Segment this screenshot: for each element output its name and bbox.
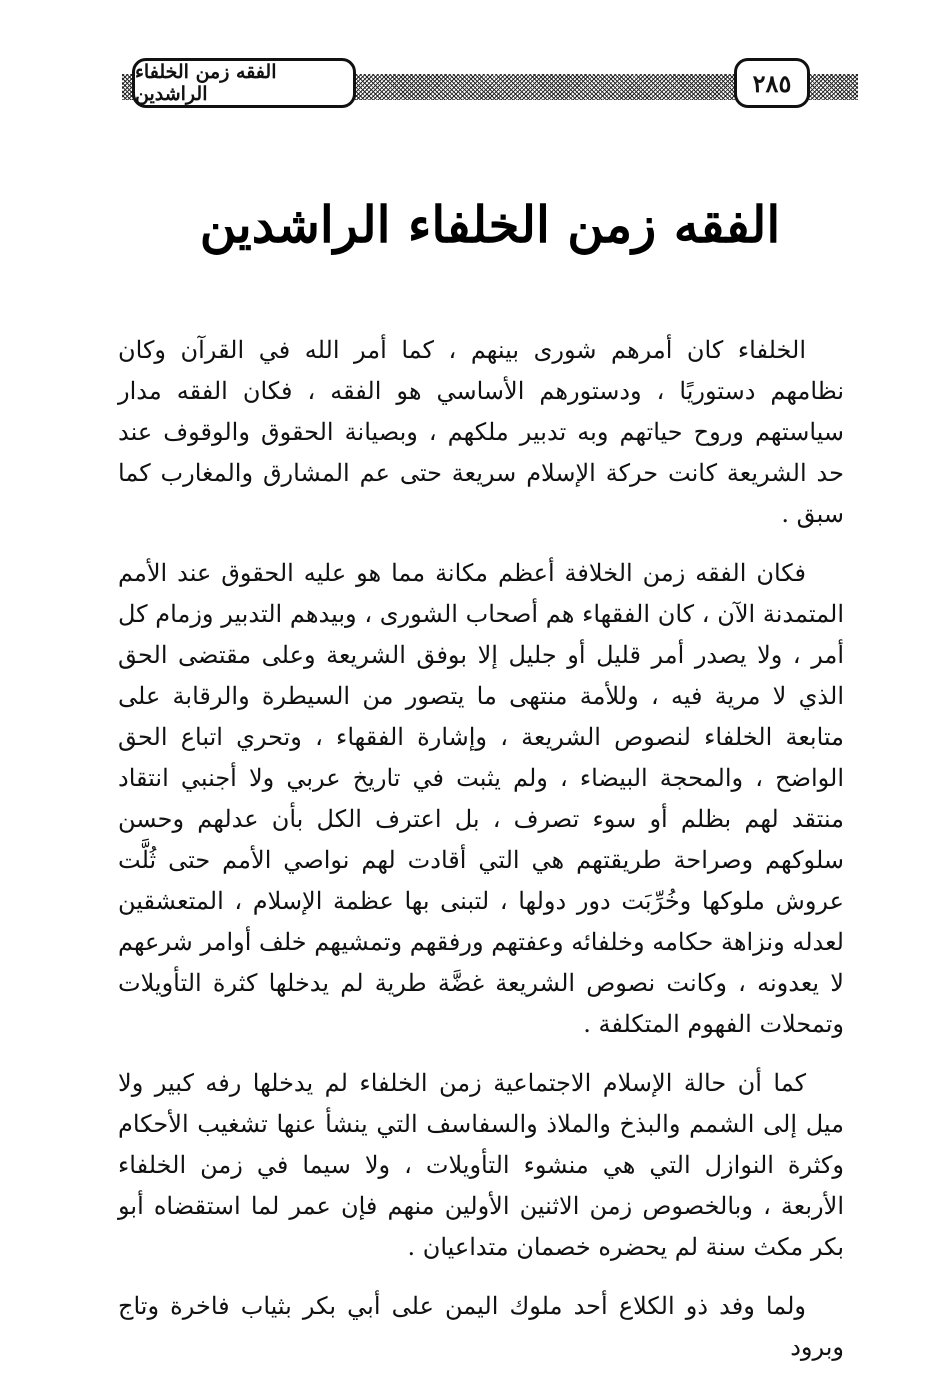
body-text [118, 330, 844, 1386]
running-title: الفقه زمن الخلفاء الراشدين [132, 58, 356, 108]
chapter-title: الفقه زمن الخلفاء الراشدين [199, 195, 781, 254]
paragraph-2: فكان الفقه زمن الخلافة أعظم مكانة مما هو عليه الحقوق عند الأمم المتمدنة الآن ، كان الفقهاء هم أصحاب الشورى ، وبيدهم التدبير وزمام كل أمر ، ولا يصدر أمر قليل أو جليل إلا بوفق الشريعة وعلى مقتضى الحق الذي لا مرية فيه ، وللأمة منتهى ما يتصور من السيطرة والرقابة على متابعة الخلفاء لنصوص الشريعة ، وإشارة الفقهاء ، وتحري اتباع الحق الواضح ، والمحجة البيضاء ، ولم يثبت في تاريخ عربي ولا أجنبي انتقاد منتقد لهم بظلم أو سوء تصرف ، بل اعترف الكل بأن عدلهم وحسن سلوكهم وصراحة طريقتهم هي التي أقادت لهم نواصي الأمم حتى ثُلَّت عروش ملوكها وخُرِّبَت دور دولها ، لتبنى بها عظمة الإسلام ، المتعشقين لعدله ونزاهة حكامه وخلفائه وعفتهم ورفقهم وتمشيهم خلف أوامر شرعهم لا يعدونه ، وكانت نصوص الشريعة غضَّة طرية لم يدخلها كثرة التأويلات وتمحلات الفهوم المتكلفة . [118, 559, 844, 1038]
paragraph-4: ولما وفد ذو الكلاع أحد ملوك اليمن على أبي بكر بثياب فاخرة وتاج وبرود [118, 1292, 844, 1361]
paragraph-3: كما أن حالة الإسلام الاجتماعية زمن الخلفاء لم يدخلها رفه كبير ولا ميل إلى الشمم والبذخ والملاذ والسفاسف التي ينشأ عنها تشغيب الأحكام وكثرة النوازل التي هي منشوء التأويلات ، ولا سيما في زمن الخلفاء الأربعة ، وبالخصوص زمن الاثنين الأولين منهم فإن عمر لما استقضاه أبو بكر مكث سنة لم يحضره خصمان متداعيان . [118, 1069, 844, 1261]
paragraph-1: الخلفاء كان أمرهم شورى بينهم ، كما أمر الله في القرآن وكان نظامهم دستوريًا ، ودستورهم الأساسي هو الفقه ، فكان الفقه مدار سياستهم وروح حياتهم وبه تدبير ملكهم ، وبصيانة الحقوق والوقوف عند حد الشريعة كانت حركة الإسلام سريعة حتى عم المشارق والمغارب كما سبق . [118, 336, 844, 528]
page-number: ٢٨٥ [734, 58, 810, 108]
